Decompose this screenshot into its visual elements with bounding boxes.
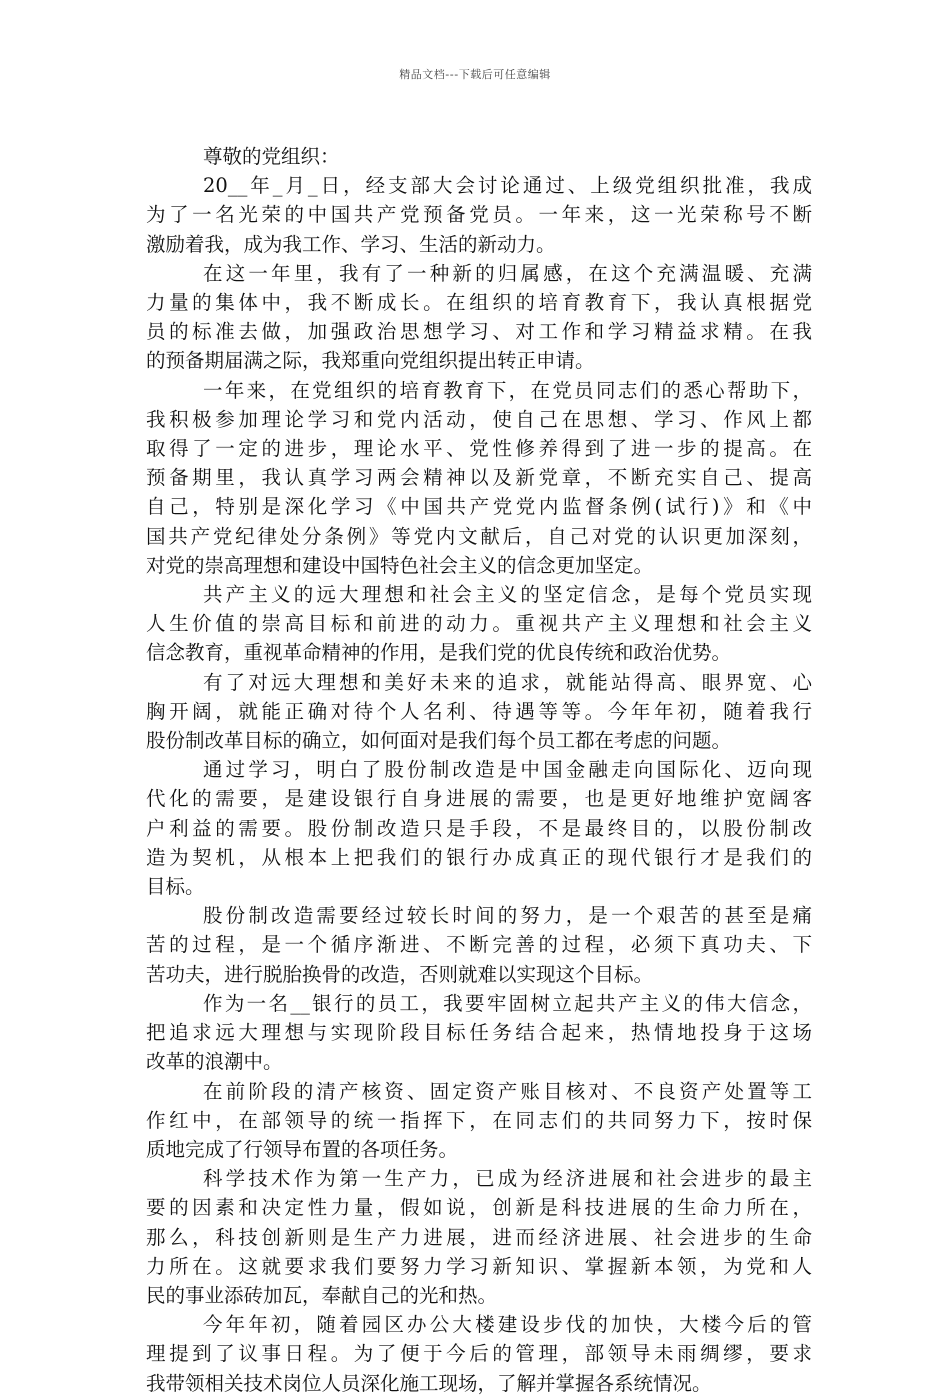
text-line: 共产主义的远大理想和社会主义的坚定信念，是每个党员实现 [203,583,812,607]
paragraph [146,989,812,1077]
text-line: 自己，特别是深化学习《中国共产党党内监督条例(试行)》和《中 [146,495,812,519]
text-line: 胸开阔，就能正确对待个人名利、待遇等等。今年年初，随着我行 [146,699,812,723]
text-line: 目标。 [146,875,205,899]
paragraph [146,1077,812,1165]
text-line: 力量的集体中，我不断成长。在组织的培育教育下，我认真根据党 [146,291,812,315]
text-line: 民的事业添砖加瓦，奉献自己的光和热。 [146,1283,498,1307]
text-line: 有了对远大理想和美好未来的追求，就能站得高、眼界宽、心 [203,670,812,694]
text-line: 预备期里，我认真学习两会精神以及新党章，不断充实自己、提高 [146,466,812,490]
text-line: 户利益的需要。股份制改造只是手段，不是最终目的，以股份制改 [146,816,812,840]
text-line: 的预备期届满之际，我郑重向党组织提出转正申请。 [146,349,595,373]
paragraph [146,259,812,376]
text-line: 在这一年里，我有了一种新的归属感，在这个充满温暖、充满 [203,261,812,285]
paragraph [146,376,812,580]
text-line: 代化的需要，是建设银行自身进展的需要，也是更好地维护宽阔客 [146,787,812,811]
paragraph [146,755,812,901]
text-line: 理提到了议事日程。为了便于今后的管理，部领导未雨绸缪，要求 [146,1342,812,1366]
text-line: 通过学习，明白了股份制改造是中国金融走向国际化、迈向现 [203,758,812,782]
text-line: 股份制改革目标的确立，如何面对是我们每个员工都在考虑的问题。 [146,729,732,753]
paragraph [146,1310,812,1398]
text-line: 苦功夫，进行脱胎换骨的改造，否则就难以实现这个目标。 [146,962,654,986]
paragraph [146,171,812,259]
text-line: 股份制改造需要经过较长时间的努力，是一个艰苦的甚至是痛 [203,904,812,928]
paragraph [146,580,812,668]
text-line: 一年来，在党组织的培育教育下，在党员同志们的悉心帮助下， [203,378,812,402]
text-line: 苦的过程，是一个循序渐进、不断完善的过程，必须下真功夫、下 [146,933,812,957]
text-line: 为了一名光荣的中国共产党预备党员。一年来，这一光荣称号不断 [146,203,812,227]
text-line: 今年年初，随着园区办公大楼建设步伐的加快，大楼今后的管 [203,1313,812,1337]
text-line: 那么，科技创新则是生产力进展，进而经济进展、社会进步的生命 [146,1225,812,1249]
text-line: 要的因素和决定性力量，假如说，创新是科技进展的生命力所在， [146,1196,812,1220]
letter-body [146,142,812,1398]
text-line: 我积极参加理论学习和党内活动，使自己在思想、学习、作风上都 [146,407,812,431]
text-line: 人生价值的崇高目标和前进的动力。重视共产主义理想和社会主义 [146,612,812,636]
text-line: 在前阶段的清产核资、固定资产账目核对、不良资产处置等工 [203,1079,812,1103]
text-line: 我带领相关技术岗位人员深化施工现场，了解并掌握各系统情况。 [146,1371,712,1395]
text-line: 员的标准去做，加强政治思想学习、对工作和学习精益求精。在我 [146,320,812,344]
text-line: 国共产党纪律处分条例》等党内文献后，自己对党的认识更加深刻， [146,524,812,548]
text-line: 把追求远大理想与实现阶段目标任务结合起来，热情地投身于这场 [146,1021,812,1045]
text-line: 激励着我，成为我工作、学习、生活的新动力。 [146,232,556,256]
paragraph [146,1164,812,1310]
paragraph [146,668,812,756]
page-header: 精品文档---下载后可任意编辑 [399,68,551,81]
paragraph-list [146,171,812,1398]
text-line: 作为一名__银行的员工，我要牢固树立起共产主义的伟大信念， [203,991,812,1015]
salutation: 尊敬的党组织： [203,145,340,168]
text-line: 质地完成了行领导布置的各项任务。 [146,1137,459,1161]
paragraph [146,901,812,989]
text-line: 作红中，在部领导的统一指挥下，在同志们的共同努力下，按时保 [146,1108,812,1132]
text-line: 造为契机，从根本上把我们的银行办成真正的现代银行才是我们的 [146,845,812,869]
text-line: 改革的浪潮中。 [146,1050,283,1074]
text-line: 信念教育，重视革命精神的作用，是我们党的优良传统和政治优势。 [146,641,732,665]
text-line: 20__年_月_日，经支部大会讨论通过、上级党组织批准，我成 [203,174,812,198]
text-line: 取得了一定的进步，理论水平、党性修养得到了进一步的提高。在 [146,437,812,461]
text-line: 力所在。这就要求我们要努力学习新知识、掌握新本领，为党和人 [146,1254,812,1278]
text-line: 科学技术作为第一生产力，已成为经济进展和社会进步的最主 [203,1167,812,1191]
text-line: 对党的崇高理想和建设中国特色社会主义的信念更加坚定。 [146,553,654,577]
